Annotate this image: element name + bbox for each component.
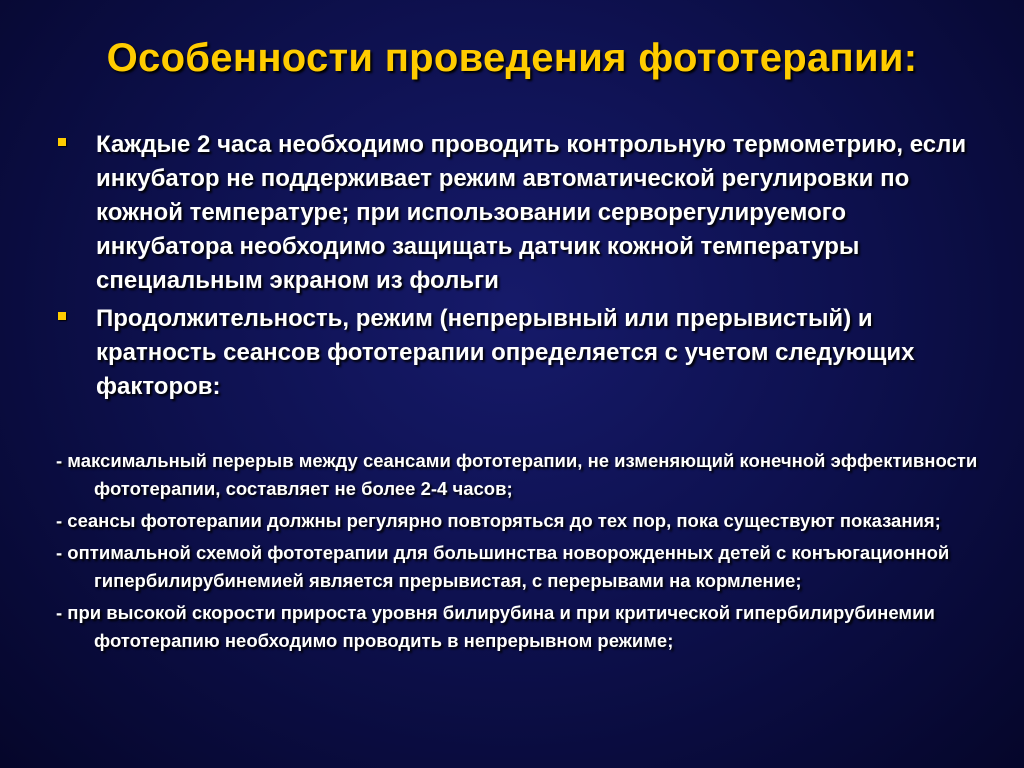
- bullet-square-icon: [58, 312, 66, 320]
- bullet-item: [56, 302, 976, 404]
- bullet-item: [56, 128, 976, 298]
- bullet-square-icon: [58, 138, 66, 146]
- bullet-list: [56, 128, 976, 408]
- factor-item: - при высокой скорости прироста уровня билирубина и при критической гипербилирубинемии фототерапию необходимо проводить в непрерывном режиме;: [56, 602, 935, 651]
- factor-item: - оптимальной схемой фототерапии для большинства новорожденных детей с конъюгационной гипербилирубинемией является прерывистая, с перерывами на кормление;: [56, 542, 950, 591]
- slide-title: Особенности проведения фототерапии:: [106, 36, 918, 80]
- factor-item: - сеансы фототерапии должны регулярно повторяться до тех пор, пока существуют показания;: [56, 510, 941, 531]
- factor-item: - максимальный перерыв между сеансами фототерапии, не изменяющий конечной эффективности фототерапии, составляет не более 2-4 часов;: [56, 450, 978, 499]
- bullet-text: Каждые 2 часа необходимо проводить контрольную термометрию, если инкубатор не поддерживает режим автоматической регулировки по кожной температуре; при использовании серворегулируемого инкубатора необходимо защищать датчик кожной температуры специальным экраном из фольги: [96, 131, 967, 294]
- bullet-text: Продолжительность, режим (непрерывный или прерывистый) и кратность сеансов фототерапии определяется с учетом следующих факторов:: [96, 305, 915, 400]
- factor-list: [56, 447, 996, 659]
